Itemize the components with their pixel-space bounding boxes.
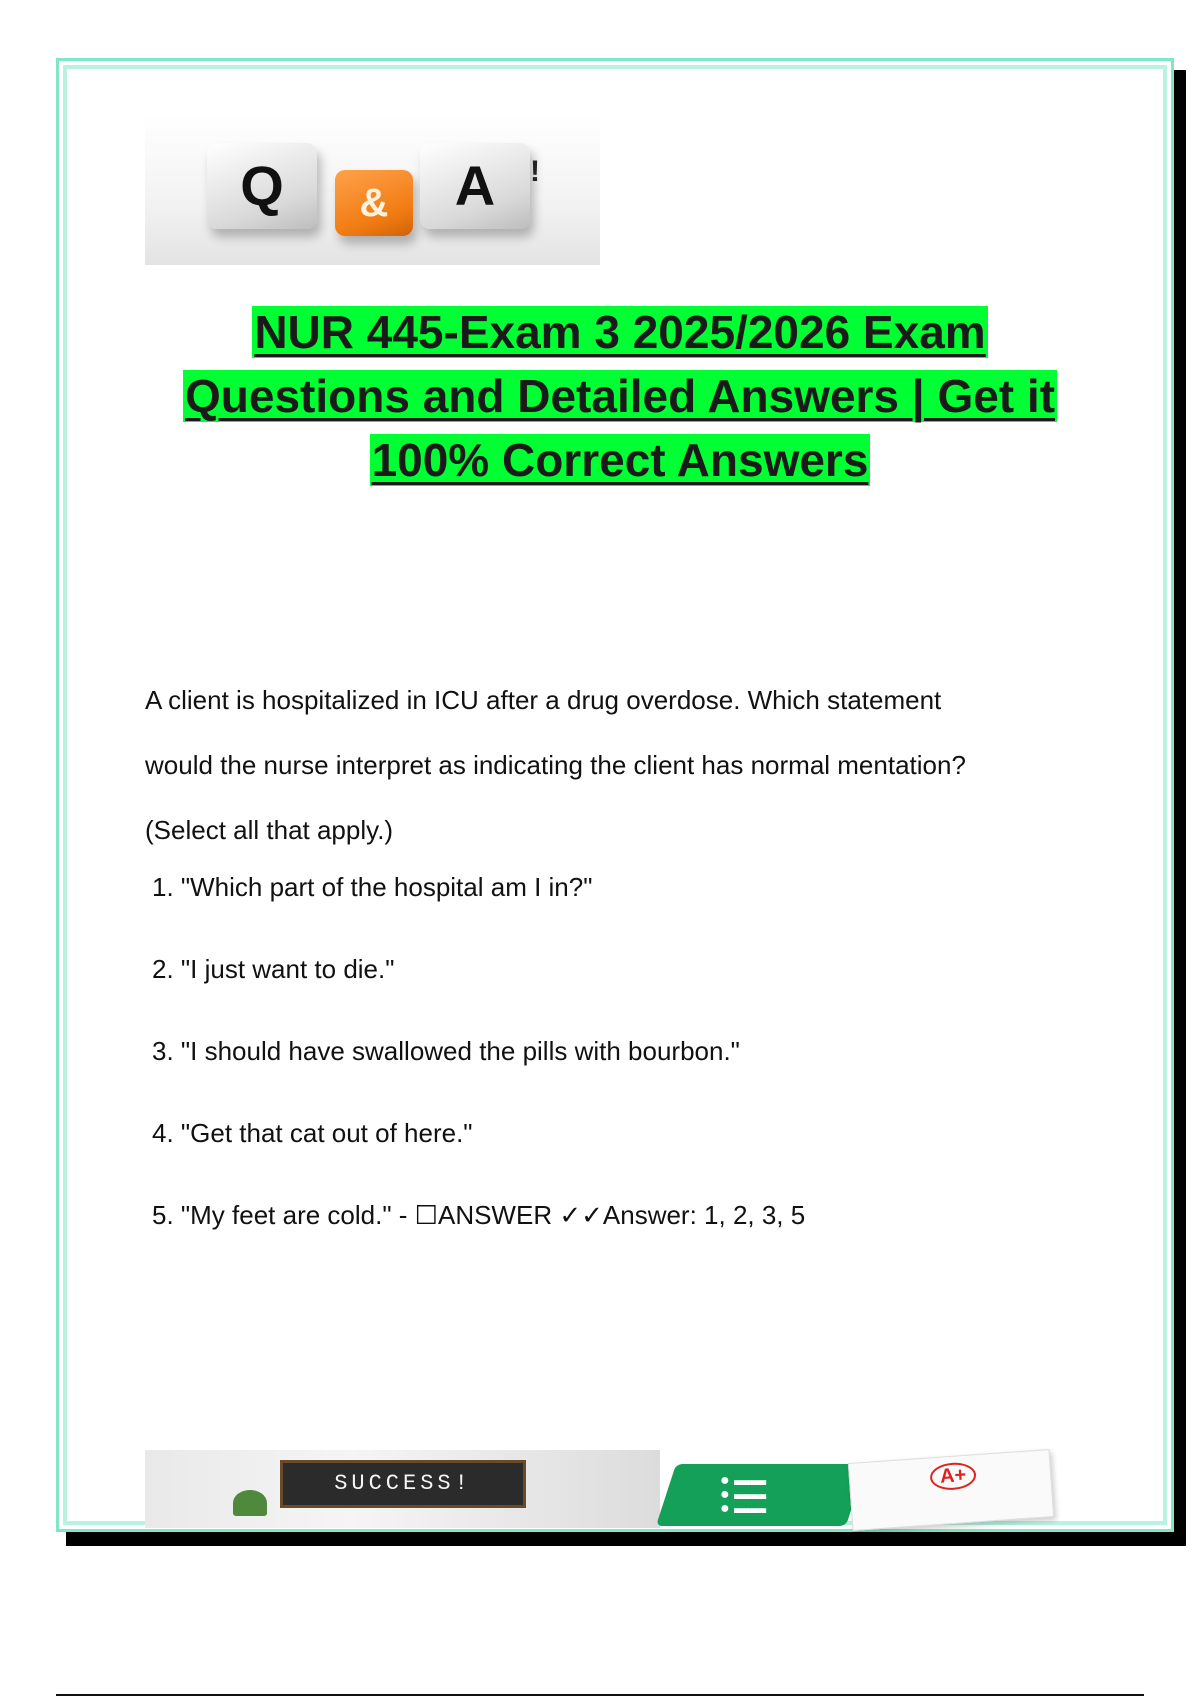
list-icon: ● ▬▬ ● ▬▬ ● ▬▬ [720, 1472, 767, 1517]
option-4: 4. "Get that cat out of here." [152, 1118, 473, 1148]
title-line-2: Questions and Detailed Answers | Get it [184, 370, 1056, 422]
document-title [130, 300, 1110, 492]
success-banner-image [145, 1450, 660, 1528]
question-stem [145, 668, 1065, 863]
title-line-1: NUR 445-Exam 3 2025/2026 Exam [254, 306, 986, 358]
option-2: 2. "I just want to die." [152, 954, 395, 984]
ampersand-die: & [335, 170, 413, 236]
a-die: A [420, 143, 530, 229]
option-1: 1. "Which part of the hospital am I in?" [152, 872, 593, 902]
grade-mark: A+ [929, 1461, 977, 1491]
plant-icon [233, 1490, 267, 1516]
option-5-with-answer: 5. "My feet are cold." - ☐ANSWER ✓✓Answer: 1, 2, 3, 5 [152, 1200, 806, 1230]
option-3: 3. "I should have swallowed the pills with bourbon." [152, 1036, 740, 1066]
title-line-3: 100% Correct Answers [371, 434, 869, 486]
exclamation-glyph: ! [530, 155, 540, 188]
bottom-divider [56, 1694, 1144, 1696]
question-stem-line-3: (Select all that apply.) [145, 815, 394, 845]
answer-options [152, 872, 1102, 1282]
qa-dice-logo [145, 115, 600, 265]
q-die: Q [207, 143, 317, 229]
question-stem-line-2: would the nurse interpret as indicating the client has normal mentation? [145, 750, 966, 780]
graded-paper-icon [848, 1449, 1054, 1531]
question-stem-line-1: A client is hospitalized in ICU after a drug overdose. Which statement [145, 685, 942, 715]
graded-documents-image [660, 1450, 1070, 1528]
success-chalkboard: SUCCESS! [280, 1460, 526, 1508]
